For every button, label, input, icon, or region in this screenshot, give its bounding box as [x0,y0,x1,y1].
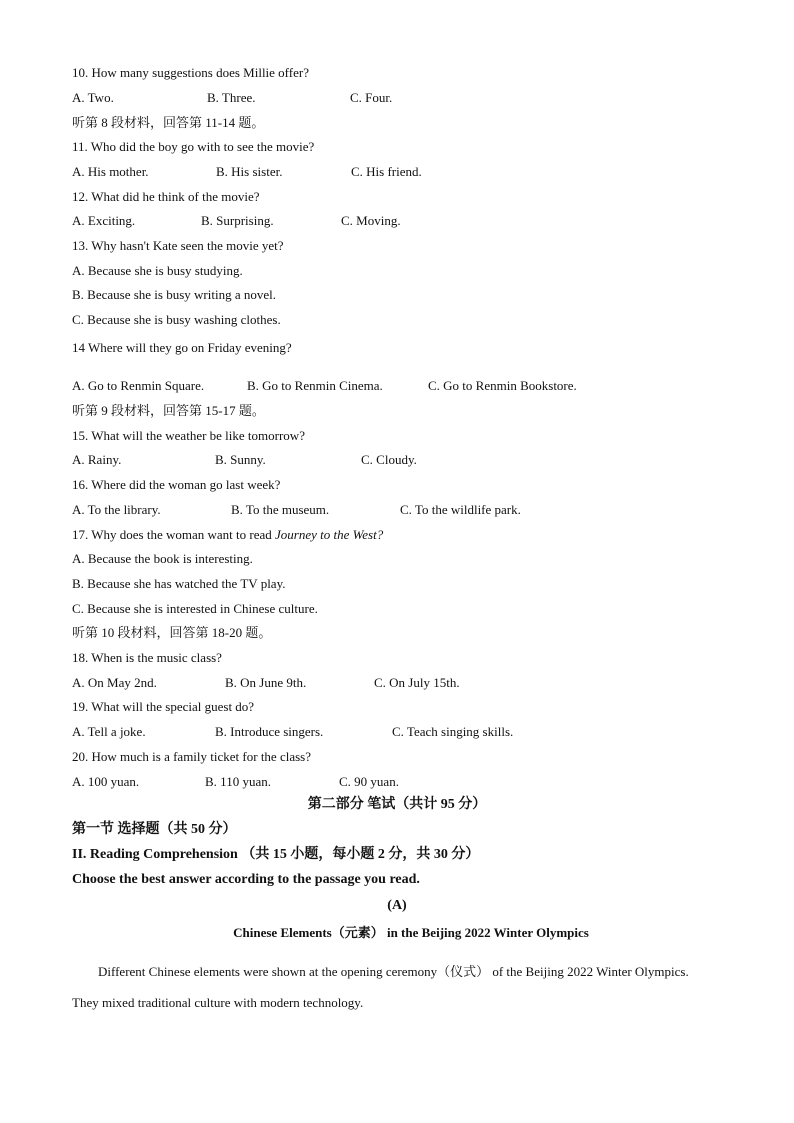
question-13: 13. Why hasn't Kate seen the movie yet? [72,238,284,253]
q20-option-a: A. 100 yuan. [72,774,140,789]
book-title: Journey to the West? [275,527,384,542]
q12-option-c: C. Moving. [341,213,401,228]
part-two-heading: 第二部分 笔试（共计 95 分） [307,797,487,812]
q18-option-b: B. On June 9th. [225,675,307,690]
question-19: 19. What will the special guest do? [72,699,255,714]
q12-option-b: B. Surprising. [201,213,274,228]
question-15: 15. What will the weather be like tomorrow? [72,428,305,443]
question-16: 16. Where did the woman go last week? [72,477,281,492]
q11-option-c: C. His friend. [351,164,422,179]
q11-option-a: A. His mother. [72,164,149,179]
q10-option-b: B. Three. [207,90,256,105]
question-12: 12. What did he think of the movie? [72,189,260,204]
reading-heading: II. Reading Comprehension （共 15 小题，每小题 2 分，共 30 分） [72,847,480,862]
question-20: 20. How much is a family ticket for the class? [72,749,311,764]
question-14: 14 Where will they go on Friday evening? [72,340,292,355]
section-8-instruction: 听第 8 段材料，回答第 11-14 题。 [72,115,265,130]
q17-option-a: A. Because the book is interesting. [72,551,253,566]
q20-option-b: B. 110 yuan. [205,774,271,789]
q18-option-a: A. On May 2nd. [72,675,157,690]
q19-option-b: B. Introduce singers. [215,724,324,739]
question-11: 11. Who did the boy go with to see the movie? [72,139,315,154]
q10-option-a: A. Two. [72,90,114,105]
q11-option-b: B. His sister. [216,164,283,179]
q15-option-b: B. Sunny. [215,452,266,467]
q19-option-c: C. Teach singing skills. [392,724,514,739]
q13-option-b: B. Because she is busy writing a novel. [72,287,276,302]
q17-option-b: B. Because she has watched the TV play. [72,576,286,591]
question-17-text: 17. Why does the woman want to read [72,527,276,542]
q19-option-a: A. Tell a joke. [72,724,146,739]
section-9-instruction: 听第 9 段材料，回答第 15-17 题。 [72,403,265,418]
q16-option-b: B. To the museum. [231,502,330,517]
q13-option-a: A. Because she is busy studying. [72,263,243,278]
q18-option-c: C. On July 15th. [374,675,460,690]
passage-label: (A) [387,898,407,913]
q16-option-c: C. To the wildlife park. [400,502,521,517]
q13-option-c: C. Because she is busy washing clothes. [72,312,281,327]
passage-paragraph-1: Different Chinese elements were shown at the opening ceremony（仪式） of the Beijing 2022 Winter Olympics. They mixed traditional culture with modern technology. [72,964,689,1010]
question-18: 18. When is the music class? [72,650,222,665]
question-10: 10. How many suggestions does Millie offer? [72,65,309,80]
passage-title: Chinese Elements（元素） in the Beijing 2022 Winter Olympics [233,925,589,940]
q12-option-a: A. Exciting. [72,213,136,228]
q14-option-c: C. Go to Renmin Bookstore. [428,378,577,393]
q15-option-a: A. Rainy. [72,452,122,467]
q20-option-c: C. 90 yuan. [339,774,399,789]
q16-option-a: A. To the library. [72,502,161,517]
q14-option-b: B. Go to Renmin Cinema. [247,378,383,393]
reading-instruction: Choose the best answer according to the passage you read. [72,872,420,887]
section-10-instruction: 听第 10 段材料，回答第 18-20 题。 [72,625,272,640]
q14-option-a: A. Go to Renmin Square. [72,378,205,393]
question-17 [72,527,383,543]
q10-option-c: C. Four. [350,90,393,105]
section-one-heading: 第一节 选择题（共 50 分） [72,822,237,837]
q17-option-c: C. Because she is interested in Chinese culture. [72,601,318,616]
q15-option-c: C. Cloudy. [361,452,417,467]
